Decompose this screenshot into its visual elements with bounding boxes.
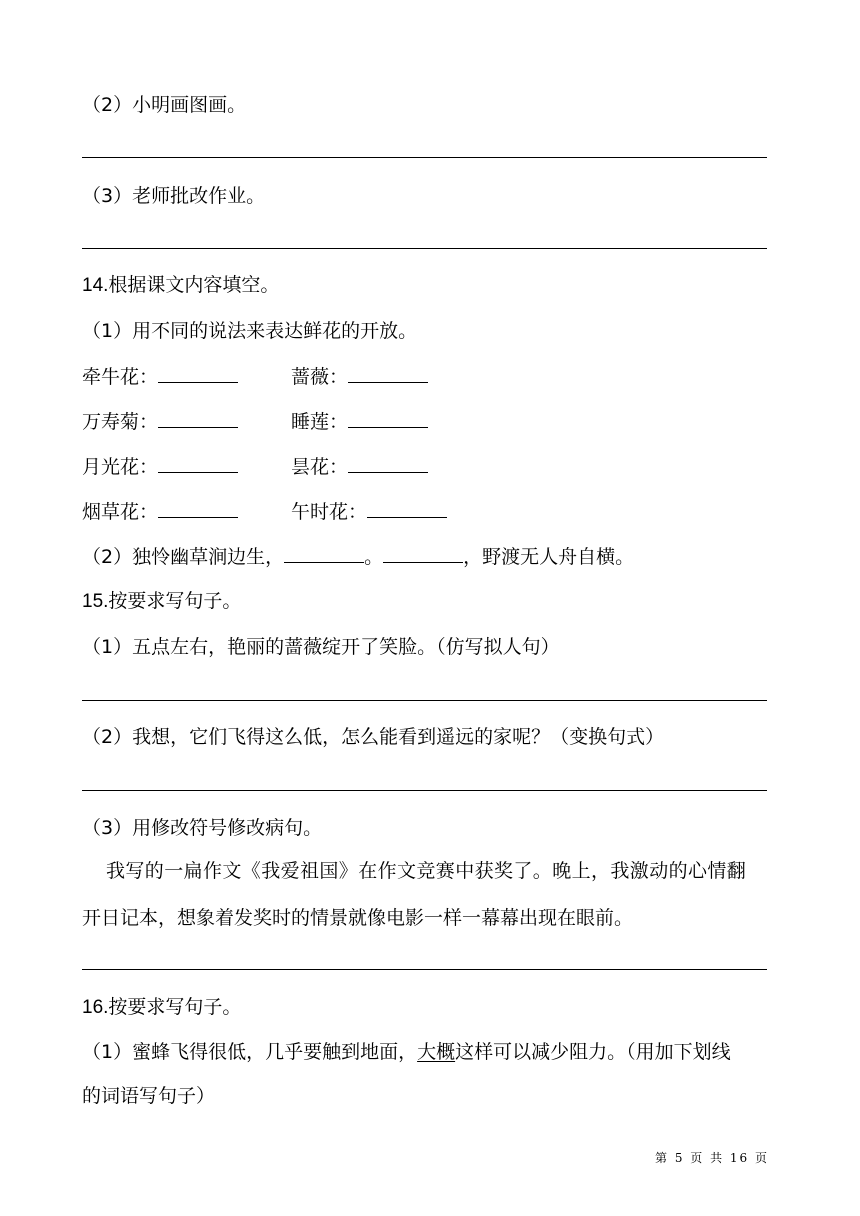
answer-line: [82, 157, 767, 158]
flower-label: 午时花：: [291, 499, 447, 525]
question-15-item-1: （1）五点左右，艳丽的蔷薇绽开了笑脸。（仿写拟人句）: [82, 636, 560, 658]
fill-blank: [383, 544, 463, 563]
flower-label: 蔷薇：: [291, 364, 428, 390]
underlined-word: 大概: [417, 1041, 456, 1063]
question-14-heading: 14.根据课文内容填空。: [82, 275, 280, 296]
question-16-item-1: （1）蜜蜂飞得很低，几乎要触到地面，大概这样可以减少阻力。（用加下划线: [82, 1041, 731, 1063]
flower-label: 昙花：: [291, 454, 428, 480]
question-16-heading: 16.按要求写句子。: [82, 997, 242, 1018]
page-footer: 第 5 页 共 16 页: [655, 1151, 769, 1165]
question-13-item-3: （3）老师批改作业。: [82, 185, 266, 207]
question-16-item-1-continued: 的词语写句子）: [82, 1085, 216, 1107]
paragraph-line-1: 我写的一扁作文《我爱祖国》在作文竞赛中获奖了。晚上，我激动的心情翻: [106, 860, 747, 882]
fill-blank: [348, 409, 428, 428]
question-15-heading: 15.按要求写句子。: [82, 591, 242, 612]
fill-blank: [158, 409, 238, 428]
fill-blank: [158, 454, 238, 473]
question-14-part-1: （1）用不同的说法来表达鲜花的开放。: [82, 320, 418, 342]
question-15-item-3: （3）用修改符号修改病句。: [82, 817, 323, 839]
flower-label: 月光花：: [82, 454, 238, 480]
flower-label: 牵牛花：: [82, 364, 238, 390]
fill-blank: [348, 454, 428, 473]
question-13-item-2: （2）小明画图画。: [82, 94, 247, 116]
answer-line: [82, 969, 767, 970]
flower-label: 烟草花：: [82, 499, 238, 525]
question-15-item-2: （2）我想，它们飞得这么低，怎么能看到遥远的家呢？（变换句式）: [82, 726, 665, 748]
flower-label: 睡莲：: [291, 409, 428, 435]
answer-line: [82, 700, 767, 701]
answer-line: [82, 248, 767, 249]
answer-line: [82, 790, 767, 791]
fill-blank: [348, 364, 428, 383]
fill-blank: [158, 364, 238, 383]
fill-blank: [367, 499, 447, 518]
flower-label: 万寿菊：: [82, 409, 238, 435]
question-14-part-2: （2）独怜幽草涧边生， 。 ，野渡无人舟自横。: [82, 546, 635, 568]
fill-blank: [158, 499, 238, 518]
fill-blank: [284, 544, 364, 563]
paragraph-line-2: 开日记本，想象着发奖时的情景就像电影一样一幕幕出现在眼前。: [82, 907, 634, 929]
